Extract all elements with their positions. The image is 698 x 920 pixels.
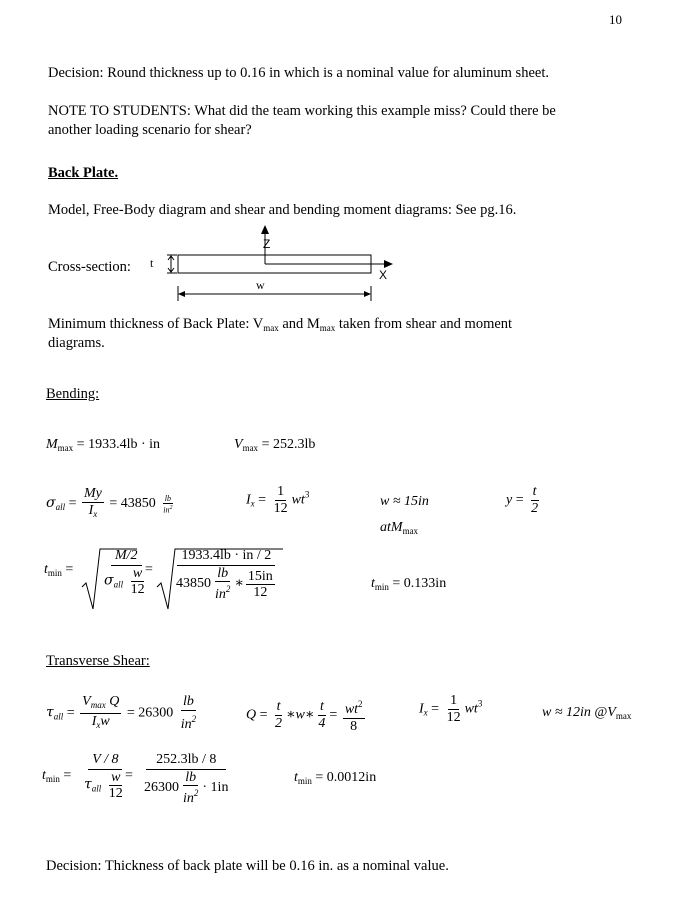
vmax-equation: $V_{max} = 252.3lb$ xyxy=(234,437,316,453)
w-approx-bending: w ≈ 15in xyxy=(380,494,429,509)
sigma-all-equation: $\sigma_{all}$ = $\frac{My}{I_x}$ = 43850 $\frac{lb}{in^2}$ xyxy=(46,486,173,519)
q-equation: Q = $\frac{t}{2}$ ∗w∗ $\frac{t}{4}$ = $\frac{wt^2}{8}$ xyxy=(246,696,367,735)
at-mmax: atM$_{max}$ xyxy=(380,520,419,536)
model-reference: Model, Free-Body diagram and shear and bending moment diagrams: See pg.16. xyxy=(48,202,517,218)
tau-all-equation: $\tau_{all}$ = $\frac{V_{max} Q}{I_xw}$ = 26300 $\frac{lb}{in^2}$ xyxy=(46,694,197,732)
equals-sign-2: = xyxy=(125,768,133,783)
tmin-shear-fraction: V / 8 $\tau_{all}$ $\frac{w}{12}$ xyxy=(84,752,123,801)
ix-shear-equation: $I_x$ = $\frac{1}{12}$ $wt^3$ xyxy=(419,693,483,725)
tmin-shear-numeric: 252.3lb / 8 26300 $\frac{lb}{in^2}$ · 1in xyxy=(144,752,229,806)
note-line-1: NOTE TO STUDENTS: What did the team working this example miss? Could there be xyxy=(48,103,556,119)
ix-bending-equation: $I_x$ = $\frac{1}{12}$ $wt^3$ xyxy=(246,484,310,516)
tmin-bending-fraction: M/2 $\sigma_{all}$ $\frac{w}{12}$ xyxy=(104,548,145,597)
y-equation: y = $\frac{t}{2}$ xyxy=(506,484,539,516)
tmin-shear-label: $t_{min}$ = xyxy=(42,768,72,784)
cross-section-label: Cross-section: xyxy=(48,259,131,275)
decision-back-plate: Decision: Thickness of back plate will be 0.16 in. as a nominal value. xyxy=(46,858,449,874)
page-number: 10 xyxy=(609,12,622,27)
min-thickness-line-1: Minimum thickness of Back Plate: $V_{max}$ and $M_{max}$ taken from shear and moment xyxy=(48,316,513,333)
transverse-shear-heading: Transverse Shear: xyxy=(46,653,150,669)
tmin-bending-numeric: 1933.4lb · in / 2 43850 $\frac{lb}{in^2}$ ∗ $\frac{15in}{12}$ xyxy=(172,547,281,602)
tmin-shear-result: $t_{min} = 0.0012in$ xyxy=(294,770,377,786)
equals-sign-1: = xyxy=(145,562,153,577)
z-label: Z xyxy=(263,237,271,251)
back-plate-heading: Back Plate. xyxy=(48,165,119,181)
note-line-2: another loading scenario for shear? xyxy=(48,122,252,138)
tmin-bending-result: $t_{min} = 0.133in$ xyxy=(371,576,447,592)
bending-heading: Bending: xyxy=(46,386,100,402)
t-label: t xyxy=(150,256,154,270)
mmax-equation: $M_{max} = 1933.4lb$ · in xyxy=(46,437,161,453)
min-thickness-line-2: diagrams. xyxy=(48,335,105,351)
decision-aluminum: Decision: Round thickness up to 0.16 in which is a nominal value for aluminum sheet. xyxy=(48,65,549,81)
x-label: X xyxy=(379,268,388,282)
tmin-bending-label: $t_{min}$ = xyxy=(44,562,74,578)
w-label: w xyxy=(256,278,265,292)
w-approx-shear: w ≈ 12in $@V_{max}$ xyxy=(542,705,632,721)
cross-section-diagram xyxy=(140,222,400,306)
